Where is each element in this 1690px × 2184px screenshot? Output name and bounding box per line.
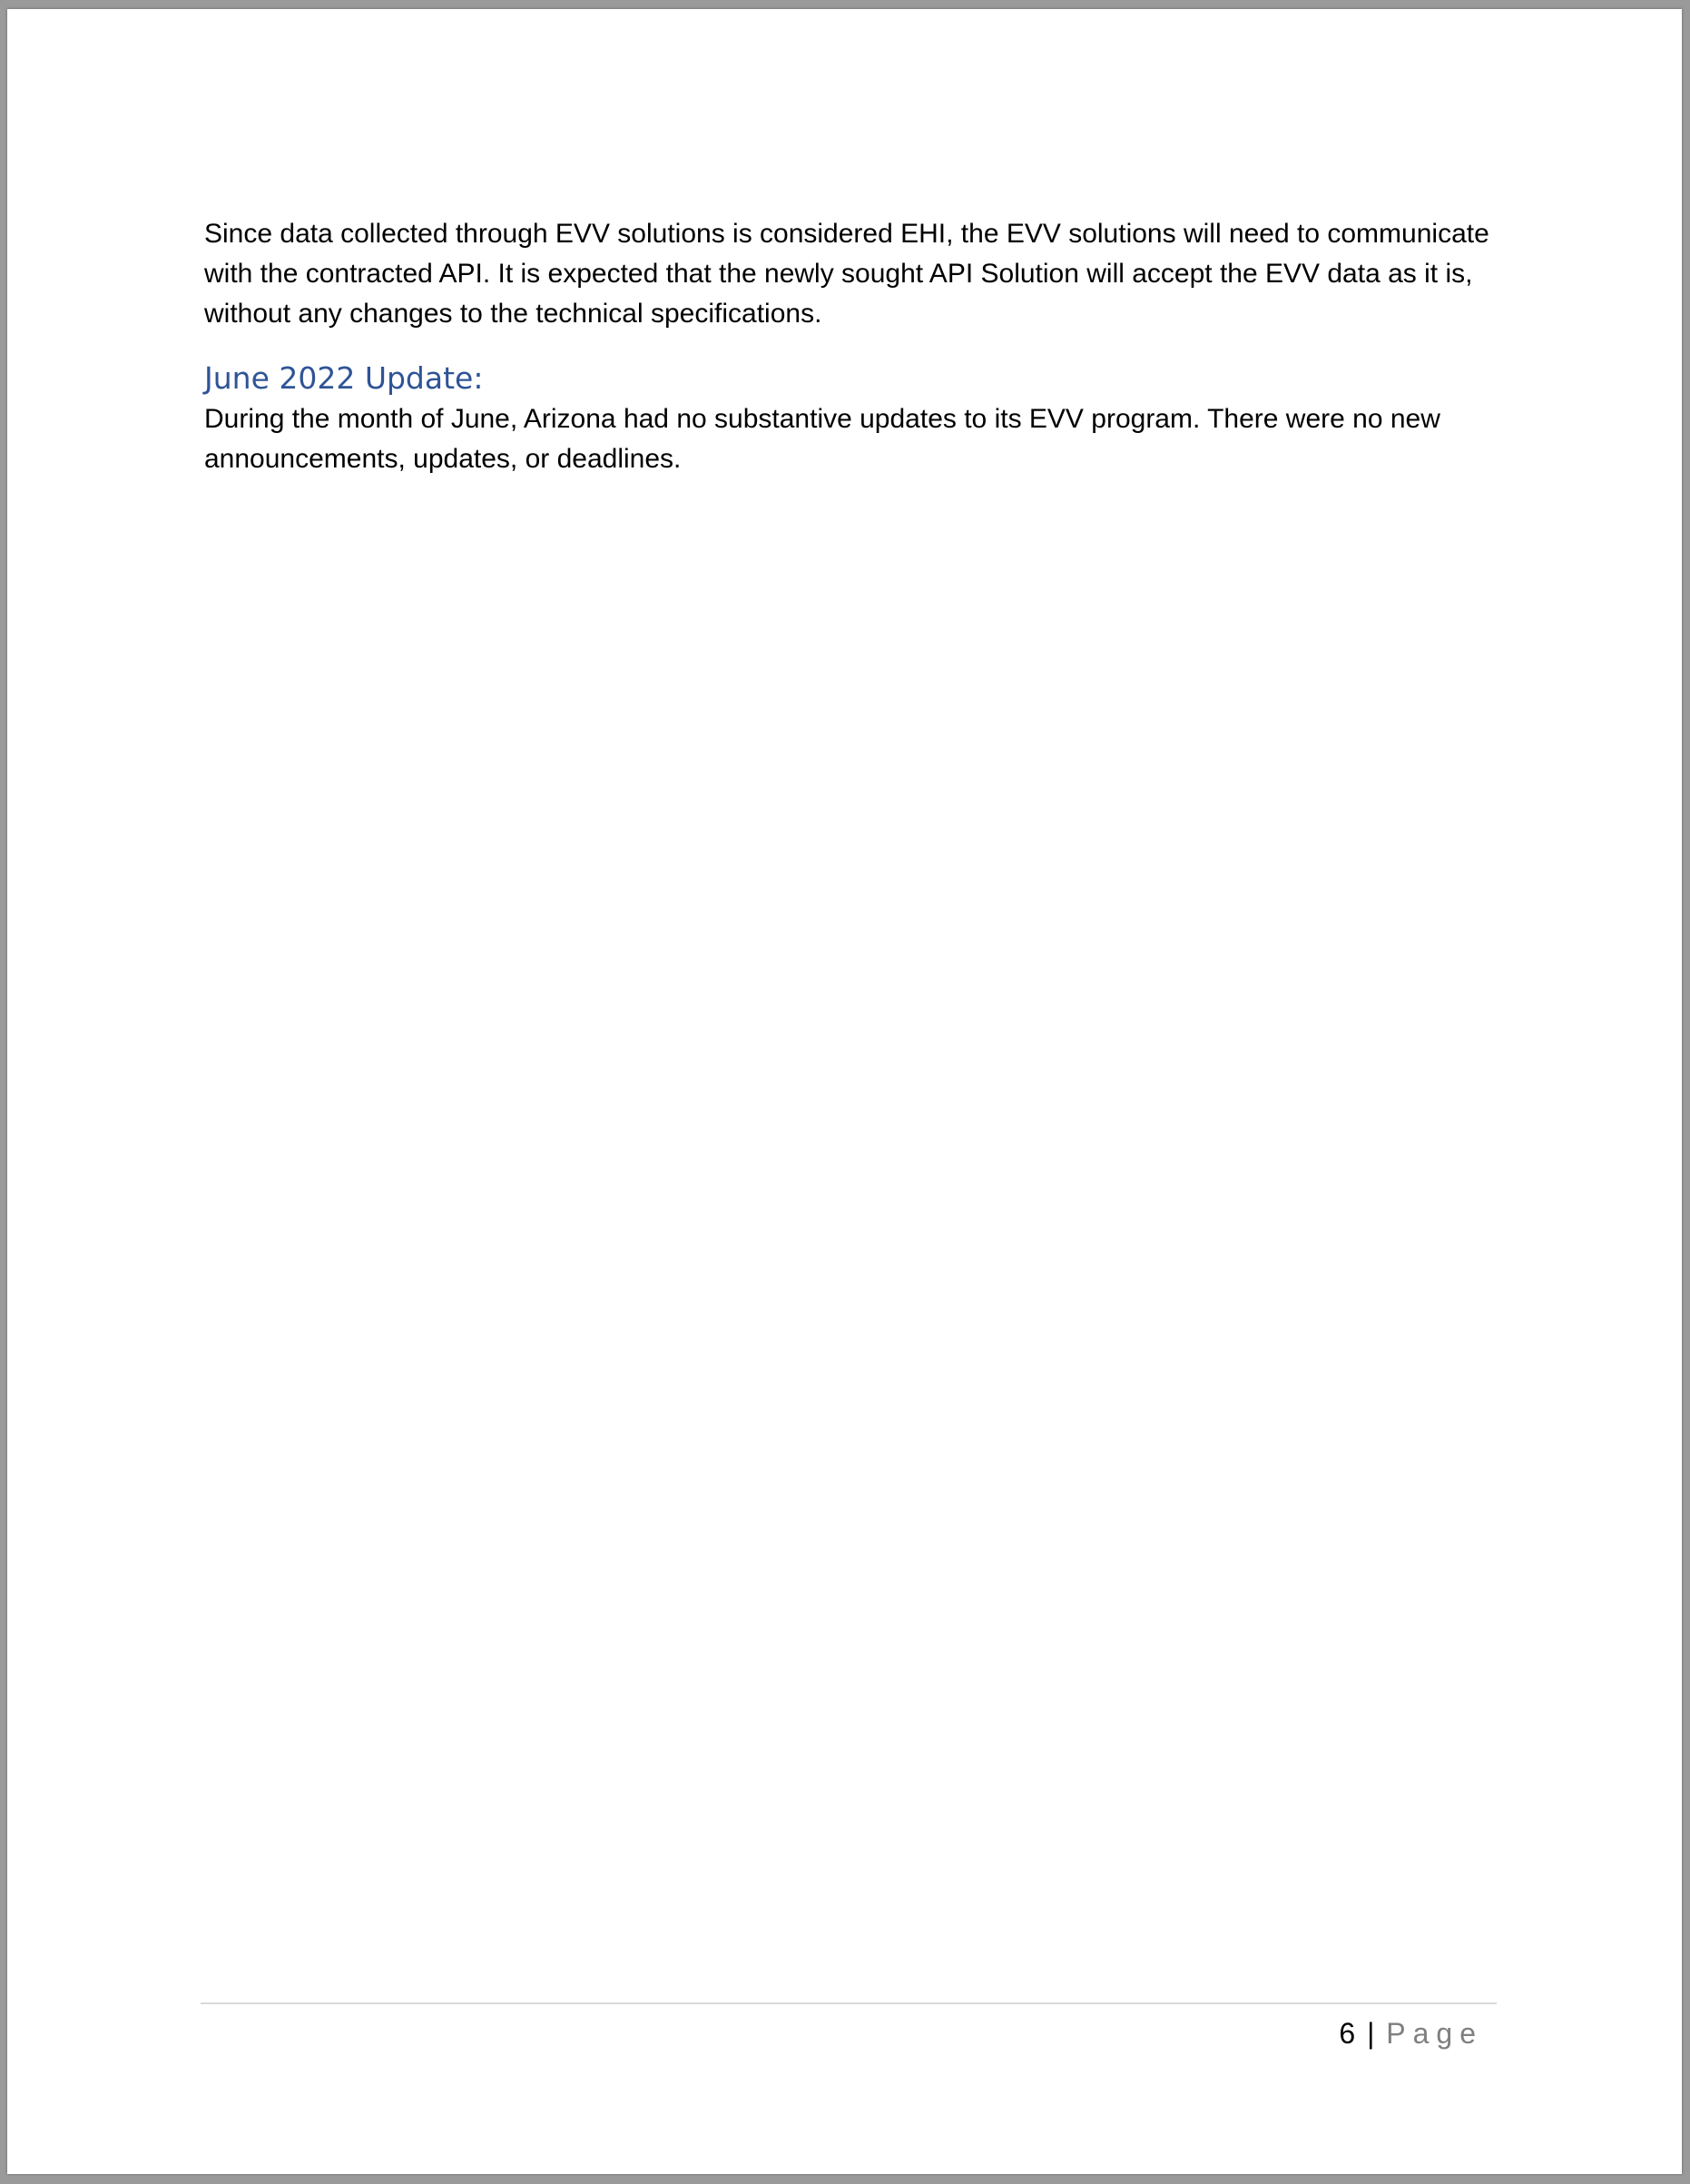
page-content (204, 214, 1502, 479)
section-heading: June 2022 Update: (204, 360, 484, 396)
update-paragraph: During the month of June, Arizona had no substantive updates to its EVV program. There were no new announcements, updates, or deadlines. (204, 404, 1440, 474)
page-label: Page (1386, 2017, 1483, 2050)
body-paragraph: Since data collected through EVV solutions is considered EHI, the EVV solutions will need to communicate with the contracted API. It is expected that the newly sought API Solution will accept the EVV data as it is, without any changes to the technical specifications. (204, 219, 1489, 329)
footer-separator: | (1367, 2017, 1375, 2050)
footer-divider (201, 2002, 1497, 2004)
page-footer (1339, 2015, 1483, 2051)
document-page (7, 9, 1682, 2174)
page-number: 6 (1339, 2017, 1356, 2050)
